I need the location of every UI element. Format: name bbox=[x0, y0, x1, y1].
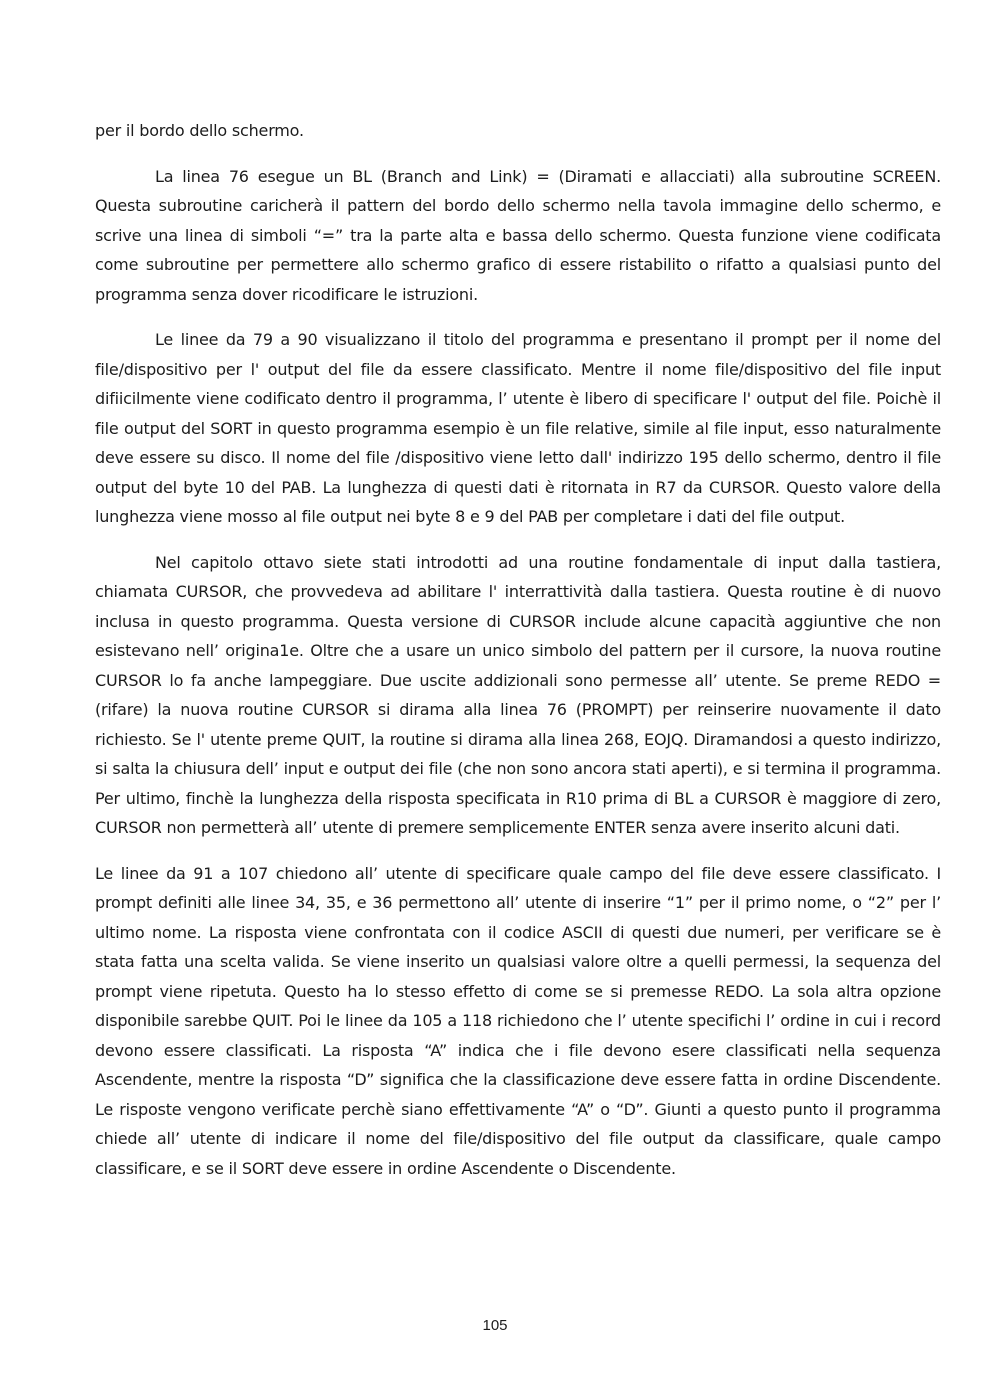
paragraph-continuation: per il bordo dello schermo. bbox=[95, 121, 304, 140]
paragraph-cursor-routine: Nel capitolo ottavo siete stati introdotti ad una routine fondamentale di input dalla tastiera, chiamata CURSOR, che provvedeva ad abilitare l' interrattività dalla tastiera. Questa routine è di nuovo inclusa in questo programma. Questa versione di CURSOR include alcune capacità aggiuntive che non esistevano nell’ origina1e. Oltre che a usare un unico simbolo del pattern per il cursore, la nuova routine CURSOR lo fa anche lampeggiare. Due uscite addizionali sono permesse all’ utente. Se preme REDO = (rifare) la nuova routine CURSOR si dirama alla linea 76 (PROMPT) per reinserire nuovamente il dato richiesto. Se l' utente preme QUIT, la routine si dirama alla linea 268, EOJQ. Diramandosi a questo indirizzo, si salta la chiusura dell’ input e output dei file (che non sono ancora stati aperti), e si termina il programma. Per ultimo, finchè la lunghezza della risposta specificata in R10 prima di BL a CURSOR è maggiore di zero, CURSOR non permetterà all’ utente di premere semplicemente ENTER senza avere inserito alcuni dati. bbox=[95, 552, 941, 837]
page-body bbox=[95, 116, 941, 1199]
page-number: 105 bbox=[482, 1317, 508, 1334]
paragraph-field-selection: Le linee da 91 a 107 chiedono all’ utente di specificare quale campo del file deve essere classificato. I prompt definiti alle linee 34, 35, e 36 permettono all’ utente di inserire “1” per il primo nome, o “2” per l’ ultimo nome. La risposta viene confrontata con il codice ASCII di questi due numeri, per verificare se è stata fatta una scelta valida. Se viene inserito un qualsiasi valore oltre a quelli permessi, la sequenza del prompt viene ripetuta. Questo ha lo stesso effetto di come se si premesse REDO. La sola altra opzione disponibile sarebbe QUIT. Poi le linee da 105 a 118 richiedono che l’ utente specifichi l’ ordine in cui i record devono essere classificati. La risposta “A” indica che i file devono esere classificati nella sequenza Ascendente, mentre la risposta “D” significa che la classificazione deve essere fatta in ordine Discendente. Le risposte vengono verificate perchè siano effettivamente “A” o “D”. Giunti a questo punto il programma chiede all’ utente di indicare il nome del file/dispositivo del file output da classificare, quale campo classificare, e se il SORT deve essere in ordine Ascendente o Discendente. bbox=[95, 863, 941, 1178]
paragraph-title-prompt: Le linee da 79 a 90 visualizzano il titolo del programma e presentano il prompt per il nome del file/dispositivo per l' output del file da essere classificato. Mentre il nome file/dispositivo del file input difiicilmente viene codificato dentro il programma, l’ utente è libero di specificare l' output del file. Poichè il file output del SORT in questo programma esempio è un file relative, simile al file input, esso naturalmente deve essere su disco. Il nome del file /dispositivo viene letto dall' indirizzo 195 dello schermo, dentro il file output del byte 10 del PAB. La lunghezza di questi dati è ritornata in R7 da CURSOR. Questo valore della lunghezza viene mosso al file output nei byte 8 e 9 del PAB per completare i dati del file output. bbox=[95, 330, 941, 526]
paragraph-screen-subroutine: La linea 76 esegue un BL (Branch and Link) = (Diramati e allacciati) alla subroutine SCREEN. Questa subroutine caricherà il pattern del bordo dello schermo nella tavola immagine dello schermo, e scrive una linea di simboli “=” tra la parte alta e bassa dello schermo. Questa funzione viene codificata come subroutine per permettere allo schermo grafico di essere ristabilito o rifatto a qualsiasi punto del programma senza dover ricodificare le istruzioni. bbox=[95, 166, 941, 304]
